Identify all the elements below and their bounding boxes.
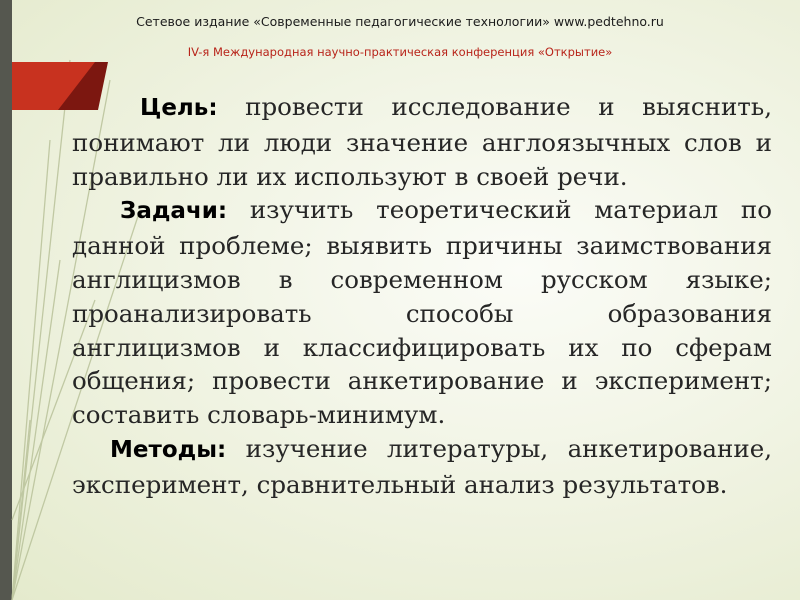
goal-text: провести исследование и выяснить, понимают ли люди значение англоязычных слов и правильно ли их используют в своей речи.: [72, 92, 772, 191]
publisher-header: Сетевое издание «Современные педагогические технологии» www.pedtehno.ru: [136, 14, 664, 29]
tasks-keyword: Задачи:: [120, 198, 228, 225]
methods-text: изучение литературы, анкетирование, эксперимент, сравнительный анализ результатов.: [72, 433, 772, 499]
methods-keyword: Методы:: [110, 436, 227, 463]
tasks-text: изучить теоретический материал по данной проблеме; выявить причины заимствования англицизмов в современном русском языке; проанализировать способы образования англицизмов и классифицировать их по сферам общения; провести анкетирование и эксперимент; составить словарь-минимум.: [72, 195, 772, 430]
conference-header: IV-я Международная научно-практическая конференция «Открытие»: [187, 45, 613, 59]
goal-keyword: Цель:: [140, 95, 218, 121]
tasks-paragraph: [72, 193, 772, 432]
slide-content: [72, 90, 772, 502]
goal-paragraph: [72, 90, 772, 193]
methods-paragraph: [72, 432, 772, 502]
